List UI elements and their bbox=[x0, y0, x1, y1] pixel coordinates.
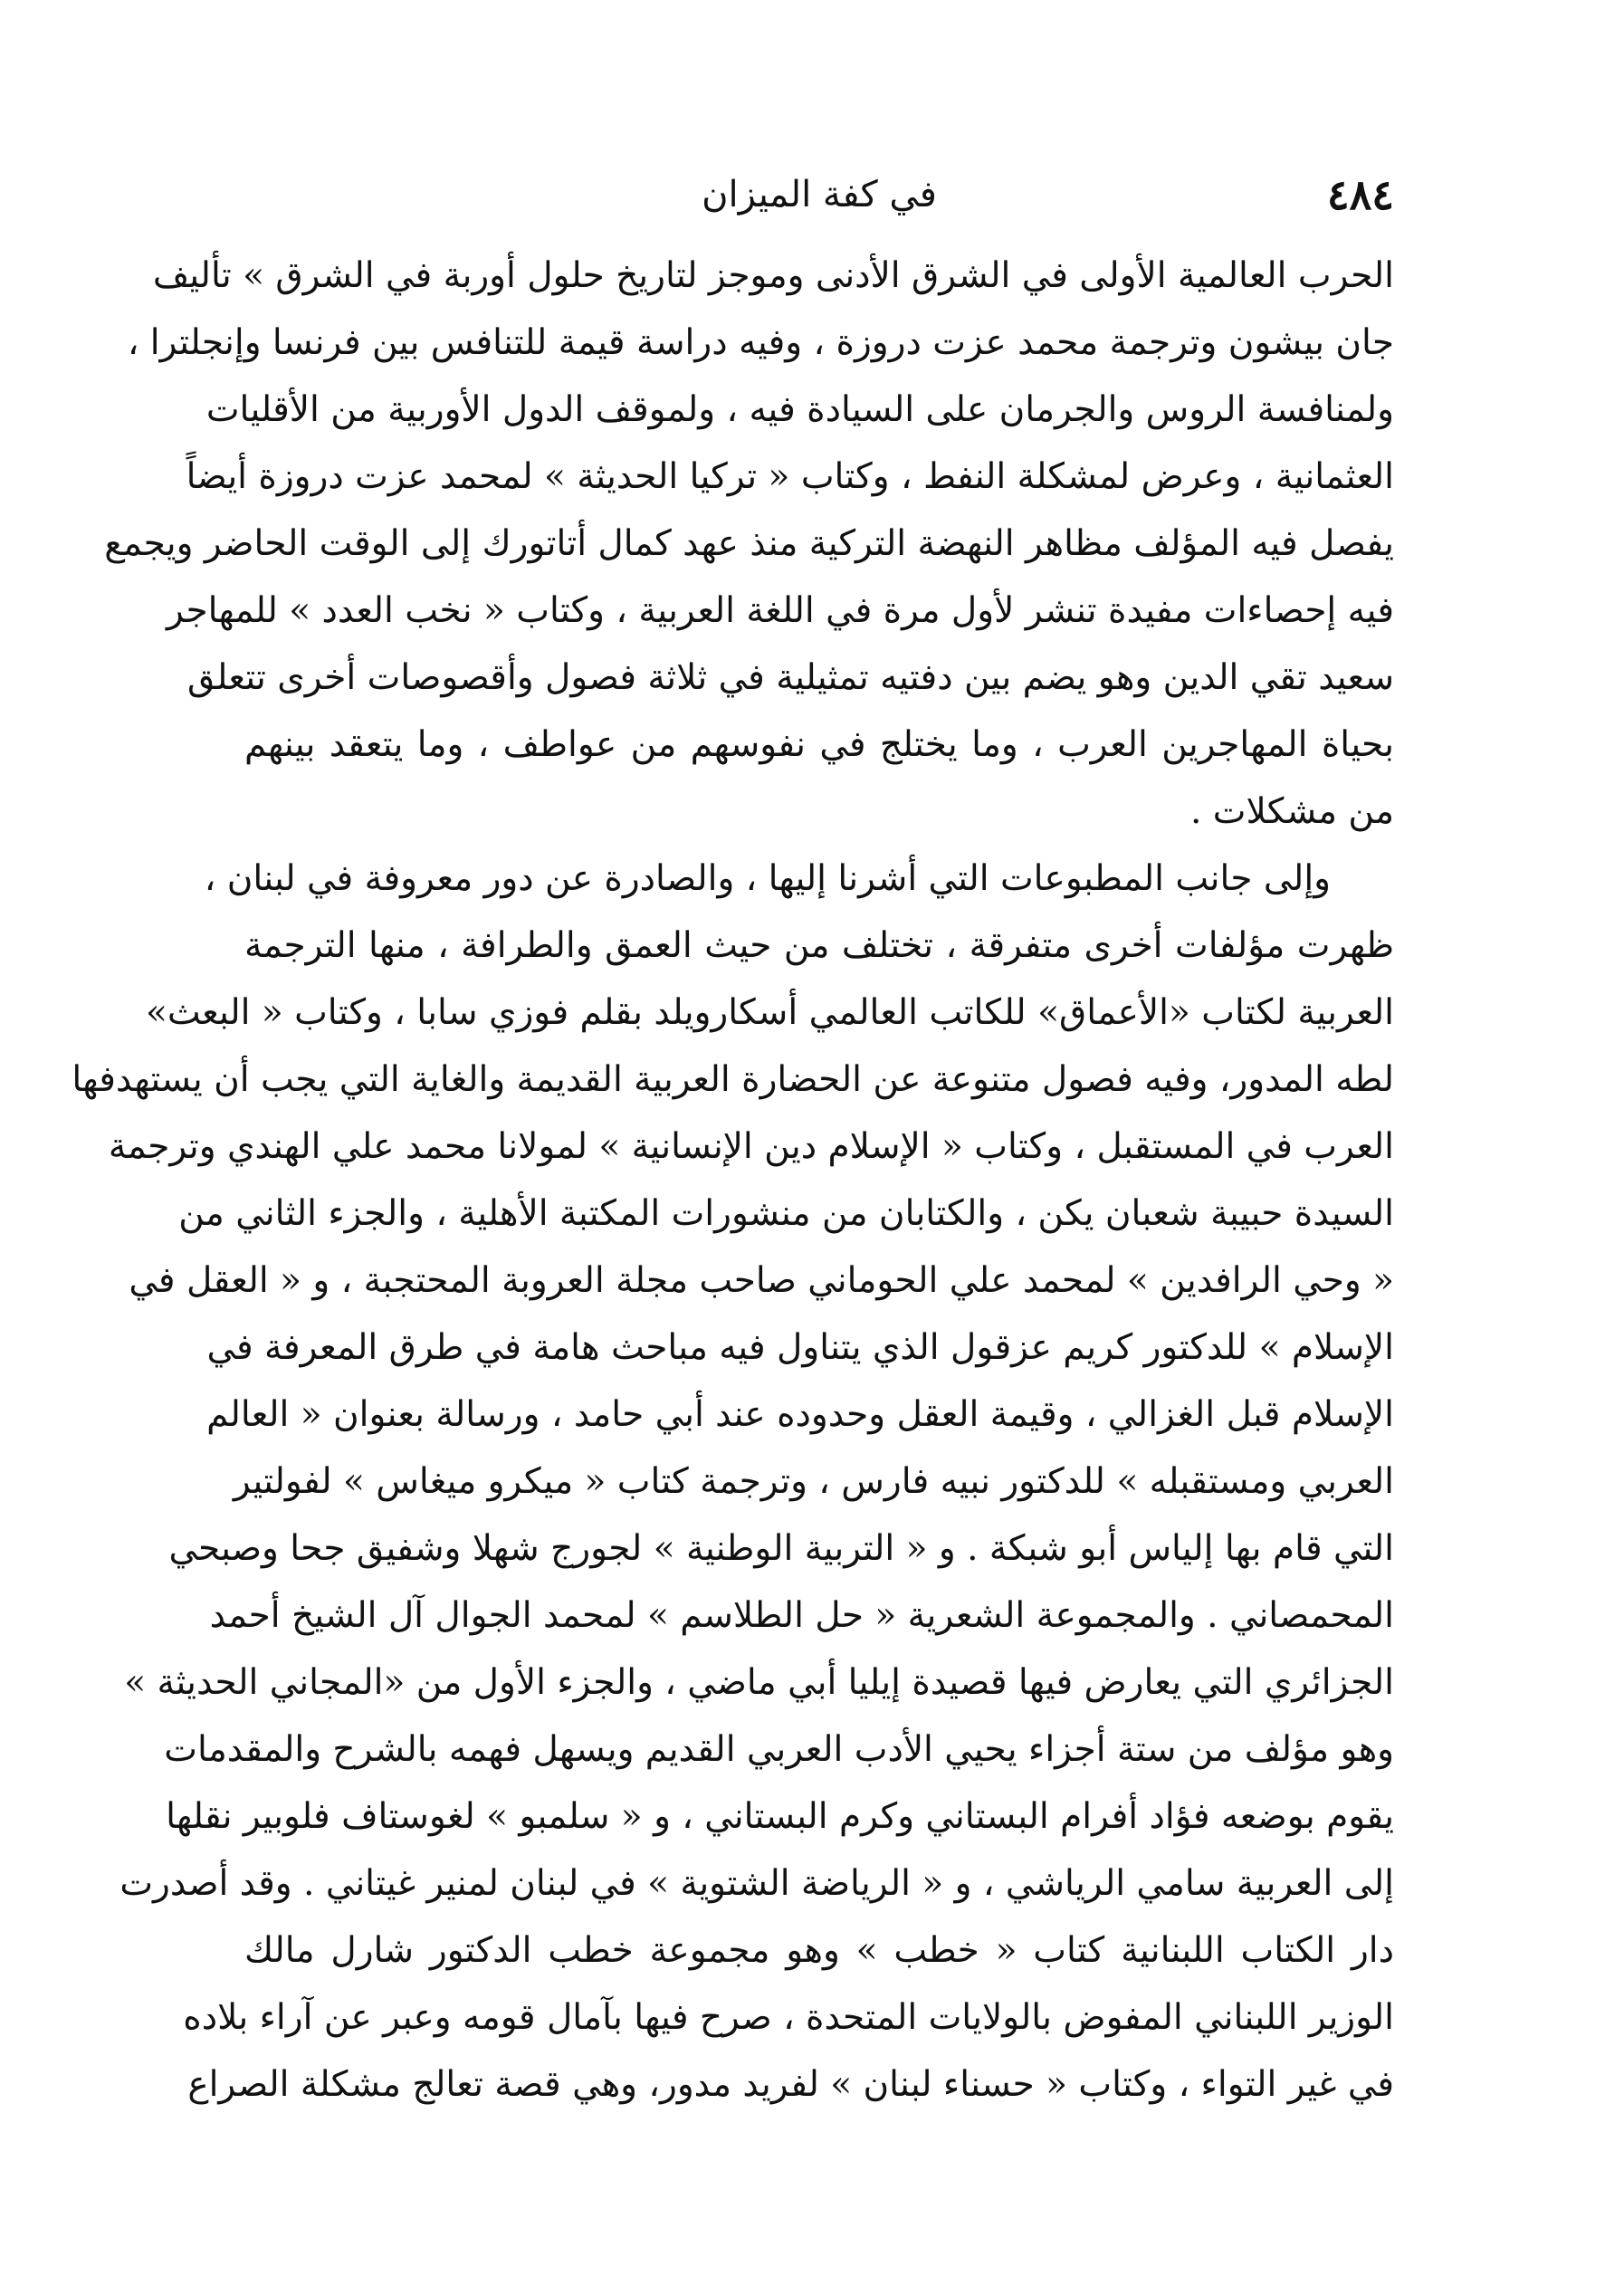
text-line: سعيد تقي الدين وهو يضم بين دفتيه تمثيلية في ثلاثة فصول وأقصوصات أخرى تتعلق bbox=[186, 657, 1394, 698]
text-line: بحياة المهاجرين العرب ، وما يختلج في نفوسهم من عواطف ، وما يتعقد بينهم bbox=[244, 724, 1394, 765]
text-line: « وحي الرافدين » لمحمد علي الحوماني صاحب مجلة العروبة المحتجبة ، و « العقل في bbox=[129, 1260, 1394, 1301]
text-line: دار الكتاب اللبنانية كتاب « خطب » وهو مجموعة خطب الدكتور شارل مالك bbox=[244, 1930, 1394, 1971]
text-line: يفصل فيه المؤلف مظاهر النهضة التركية منذ عهد كمال أتاتورك إلى الوقت الحاضر ويجمع bbox=[104, 523, 1394, 564]
text-line: الحرب العالمية الأولى في الشرق الأدنى وموجز لتاريخ حلول أوربة في الشرق » تأليف bbox=[152, 255, 1394, 296]
page-header bbox=[244, 163, 1394, 226]
text-line: وهو مؤلف من ستة أجزاء يحيي الأدب العربي القديم ويسهل فهمه بالشرح والمقدمات bbox=[164, 1729, 1394, 1770]
text-line: فيه إحصاءات مفيدة تنشر لأول مرة في اللغة العربية ، وكتاب « نخب العدد » للمهاجر bbox=[167, 590, 1394, 631]
text-line: العثمانية ، وعرض لمشكلة النفط ، وكتاب « تركيا الحديثة » لمحمد عزت دروزة أيضاً bbox=[186, 456, 1394, 497]
text-line: السيدة حبيبة شعبان يكن ، والكتابان من منشورات المكتبة الأهلية ، والجزء الثاني من bbox=[178, 1193, 1394, 1234]
page-number: ٤٨٤ bbox=[1326, 170, 1394, 219]
body-text bbox=[72, 243, 1394, 2118]
text-line: الإسلام » للدكتور كريم عزقول الذي يتناول فيه مباحث هامة في طرق المعرفة في bbox=[206, 1327, 1394, 1368]
text-line: من مشكلات . bbox=[1190, 791, 1394, 832]
paragraph-2 bbox=[72, 846, 1394, 2118]
paragraph-1 bbox=[104, 243, 1394, 846]
running-title: في كفة الميزان bbox=[702, 174, 937, 215]
text-line: وإلى جانب المطبوعات التي أشرنا إليها ، والصادرة عن دور معروفة في لبنان ، bbox=[204, 858, 1331, 899]
text-line: المحمصاني . والمجموعة الشعرية « حل الطلاسم » لمحمد الجوال آل الشيخ أحمد bbox=[209, 1595, 1394, 1636]
text-line: العربي ومستقبله » للدكتور نبيه فارس ، وترجمة كتاب « ميكرو ميغاس » لفولتير bbox=[233, 1461, 1394, 1502]
text-line: العربية لكتاب «الأعماق» للكاتب العالمي أسكارويلد بقلم فوزي سابا ، وكتاب « البعث» bbox=[145, 992, 1394, 1033]
text-line: الإسلام قبل الغزالي ، وقيمة العقل وحدوده عند أبي حامد ، ورسالة بعنوان « العالم bbox=[206, 1394, 1394, 1435]
text-line: في غير التواء ، وكتاب « حسناء لبنان » لفريد مدور، وهي قصة تعالج مشكلة الصراع bbox=[187, 2064, 1394, 2105]
text-line: الجزائري التي يعارض فيها قصيدة إيليا أبي ماضي ، والجزء الأول من «المجاني الحديثة » bbox=[124, 1662, 1394, 1703]
text-line: لطه المدور، وفيه فصول متنوعة عن الحضارة العربية القديمة والغاية التي يجب أن يستهدفها bbox=[72, 1059, 1394, 1100]
text-line: ظهرت مؤلفات أخرى متفرقة ، تختلف من حيث العمق والطرافة ، منها الترجمة bbox=[244, 925, 1394, 966]
text-line: العرب في المستقبل ، وكتاب « الإسلام دين الإنسانية » لمولانا محمد علي الهندي وترجمة bbox=[108, 1126, 1394, 1167]
text-line: يقوم بوضعه فؤاد أفرام البستاني وكرم البستاني ، و « سلمبو » لغوستاف فلوبير نقلها bbox=[166, 1796, 1394, 1837]
text-line: الوزير اللبناني المفوض بالولايات المتحدة ، صرح فيها بآمال قومه وعبر عن آراء بلاده bbox=[183, 1997, 1394, 2038]
text-line: جان بيشون وترجمة محمد عزت دروزة ، وفيه دراسة قيمة للتنافس بين فرنسا وإنجلترا ، bbox=[127, 322, 1394, 363]
text-line: ولمنافسة الروس والجرمان على السيادة فيه ، ولموقف الدول الأوربية من الأقليات bbox=[205, 389, 1394, 430]
text-line: التي قام بها إلياس أبو شبكة . و « التربية الوطنية » لجورج شهلا وشفيق جحا وصبحي bbox=[168, 1528, 1394, 1569]
text-line: إلى العربية سامي الرياشي ، و « الرياضة الشتوية » في لبنان لمنير غيتاني . وقد أصدرت bbox=[119, 1863, 1394, 1904]
